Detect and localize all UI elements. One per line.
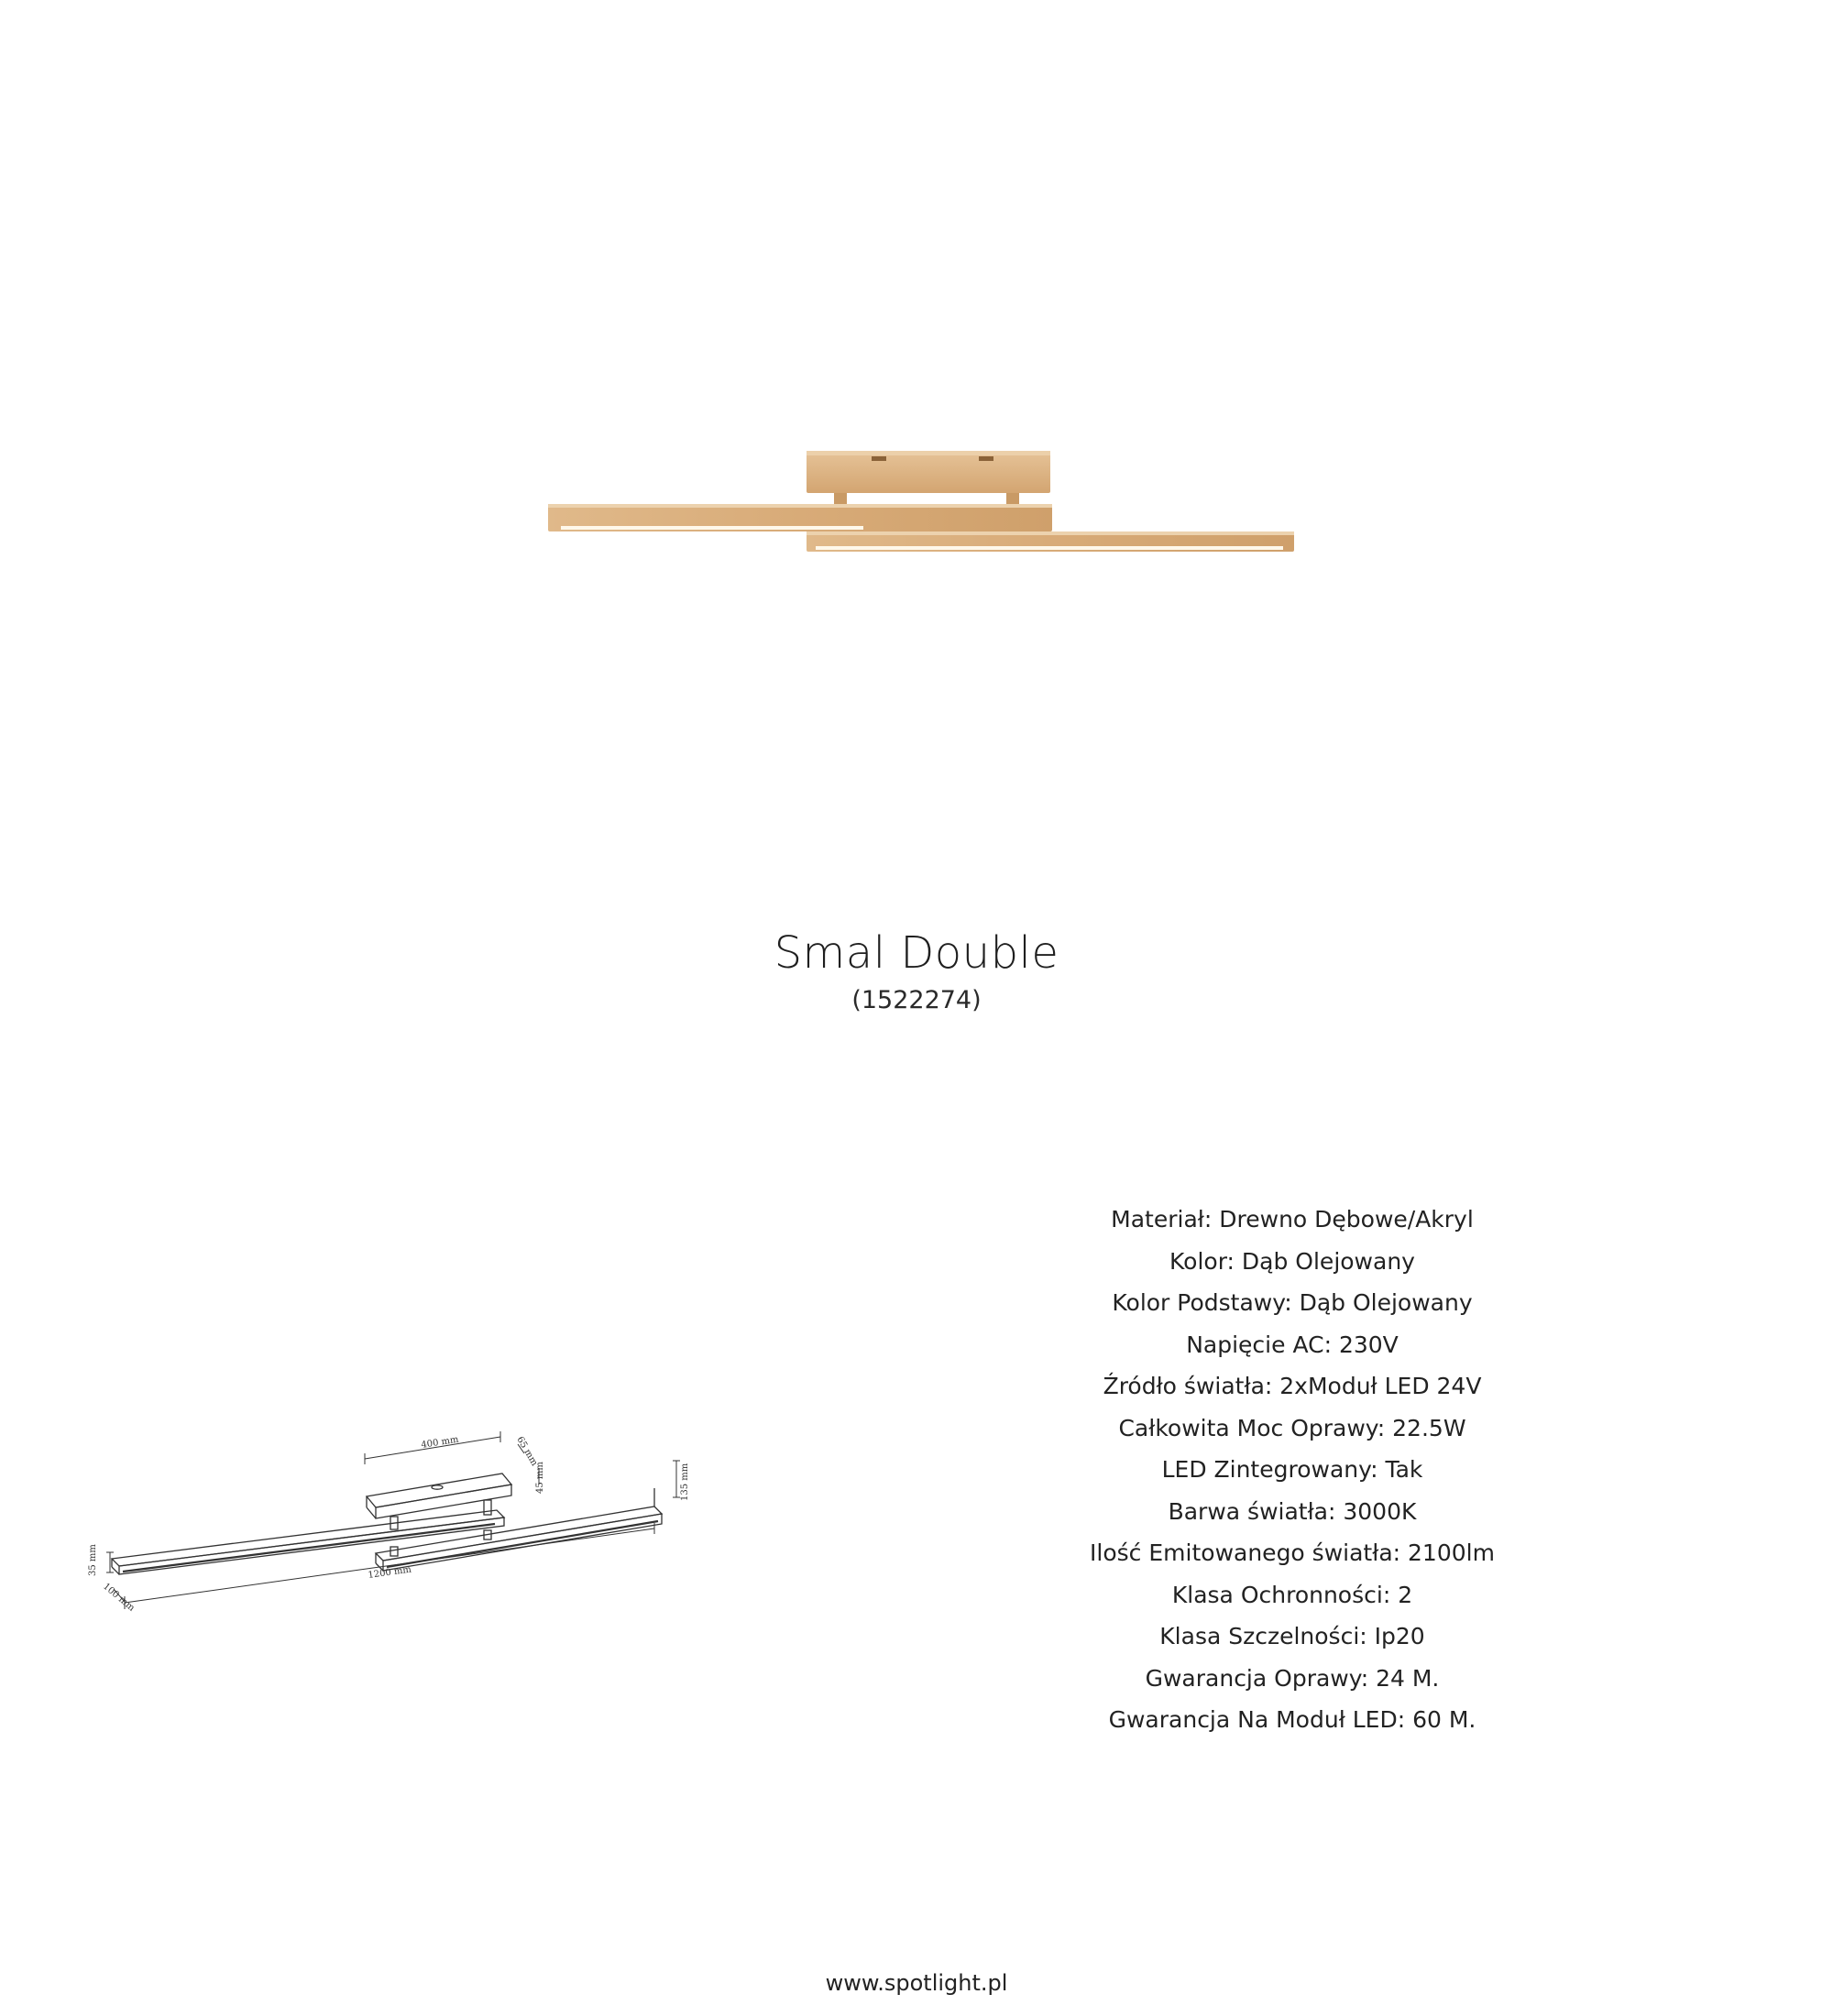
title-block bbox=[0, 926, 1833, 1017]
spec-line: Gwarancja Na Moduł LED: 60 M. bbox=[1108, 1706, 1476, 1733]
base-block bbox=[807, 451, 1050, 493]
product-name: Smal Double bbox=[774, 927, 1059, 979]
dim-length: 1200 mm bbox=[367, 1564, 412, 1581]
spec-line: Klasa Ochronności: 2 bbox=[1171, 1581, 1413, 1608]
spec-line: Całkowita Moc Oprawy: 22.5W bbox=[1118, 1414, 1466, 1441]
spec-line: Gwarancja Oprawy: 24 M. bbox=[1145, 1664, 1440, 1692]
spec-line: Kolor: Dąb Olejowany bbox=[1169, 1247, 1415, 1275]
dim-bar-height: 35 mm bbox=[88, 1544, 98, 1576]
product-photo bbox=[541, 440, 1301, 559]
dim-height-mid: 45 mm bbox=[535, 1462, 545, 1494]
light-bar-front bbox=[548, 504, 1052, 531]
spec-list bbox=[1008, 1199, 1576, 1741]
spec-line: Ilość Emitowanego światła: 2100lm bbox=[1090, 1539, 1495, 1566]
spec-line: Materiał: Drewno Dębowe/Akryl bbox=[1111, 1206, 1474, 1233]
footer-url: www.spotlight.pl bbox=[825, 1970, 1008, 1996]
spec-line: Kolor Podstawy: Dąb Olejowany bbox=[1112, 1289, 1473, 1316]
spec-line: Źródło światła: 2xModuł LED 24V bbox=[1103, 1373, 1482, 1399]
spec-line: Napięcie AC: 230V bbox=[1186, 1331, 1399, 1358]
product-code: (1522274) bbox=[851, 986, 982, 1014]
drawing-bar-front bbox=[112, 1510, 504, 1574]
spec-line: Klasa Szczelności: Ip20 bbox=[1159, 1623, 1425, 1649]
technical-drawing bbox=[88, 1393, 825, 1649]
dim-depth-top: 65 mm bbox=[514, 1435, 540, 1468]
dim-height-total: 135 mm bbox=[680, 1463, 690, 1501]
spec-line: LED Zintegrowany: Tak bbox=[1161, 1456, 1423, 1483]
light-bar-back bbox=[807, 531, 1294, 552]
drawing-base-block bbox=[367, 1474, 511, 1518]
dimension-lines bbox=[106, 1431, 680, 1609]
spec-line: Barwa światła: 3000K bbox=[1168, 1497, 1417, 1525]
dim-width-top: 400 mm bbox=[420, 1434, 460, 1451]
dim-bar-depth: 100 mm bbox=[101, 1581, 137, 1614]
